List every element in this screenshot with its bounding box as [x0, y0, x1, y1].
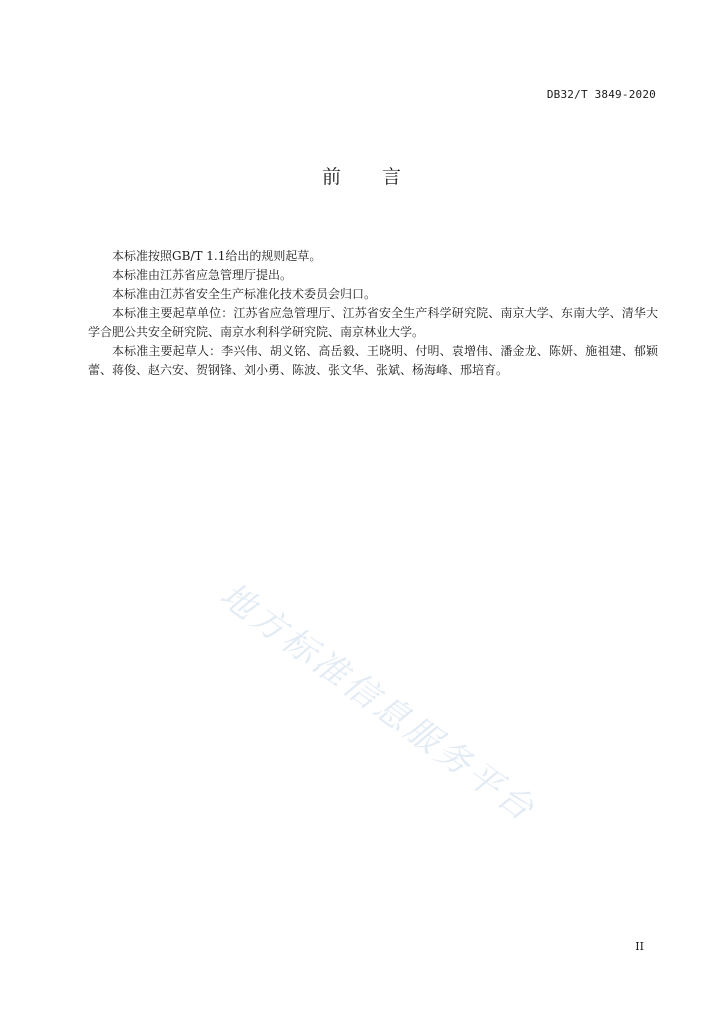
paragraph-proposer: 本标准由江苏省应急管理厅提出。 — [112, 268, 293, 282]
foreword-body — [88, 247, 658, 380]
watermark: 地方标准信息服务平台 — [212, 574, 544, 831]
paragraph-drafting-rules: 本标准按照GB/T 1.1给出的规则起草。 — [112, 249, 322, 263]
page-title: 前 言 — [321, 166, 402, 188]
document-code: DB32/T 3849-2020 — [546, 88, 656, 101]
page-number: II — [635, 940, 644, 953]
paragraph-drafters: 本标准主要起草人：李兴伟、胡义铭、高岳毅、王晓明、付明、袁增伟、潘金龙、陈妍、施祖建、郁颖蕾、蒋俊、赵六安、贺钢锋、刘小勇、陈波、张文华、张斌、杨海峰、邢培育。 — [88, 344, 658, 377]
paragraph-committee: 本标准由江苏省安全生产标准化技术委员会归口。 — [112, 287, 377, 301]
paragraph-drafting-units: 本标准主要起草单位：江苏省应急管理厅、江苏省安全生产科学研究院、南京大学、东南大学、清华大学合肥公共安全研究院、南京水利科学研究院、南京林业大学。 — [88, 306, 658, 339]
